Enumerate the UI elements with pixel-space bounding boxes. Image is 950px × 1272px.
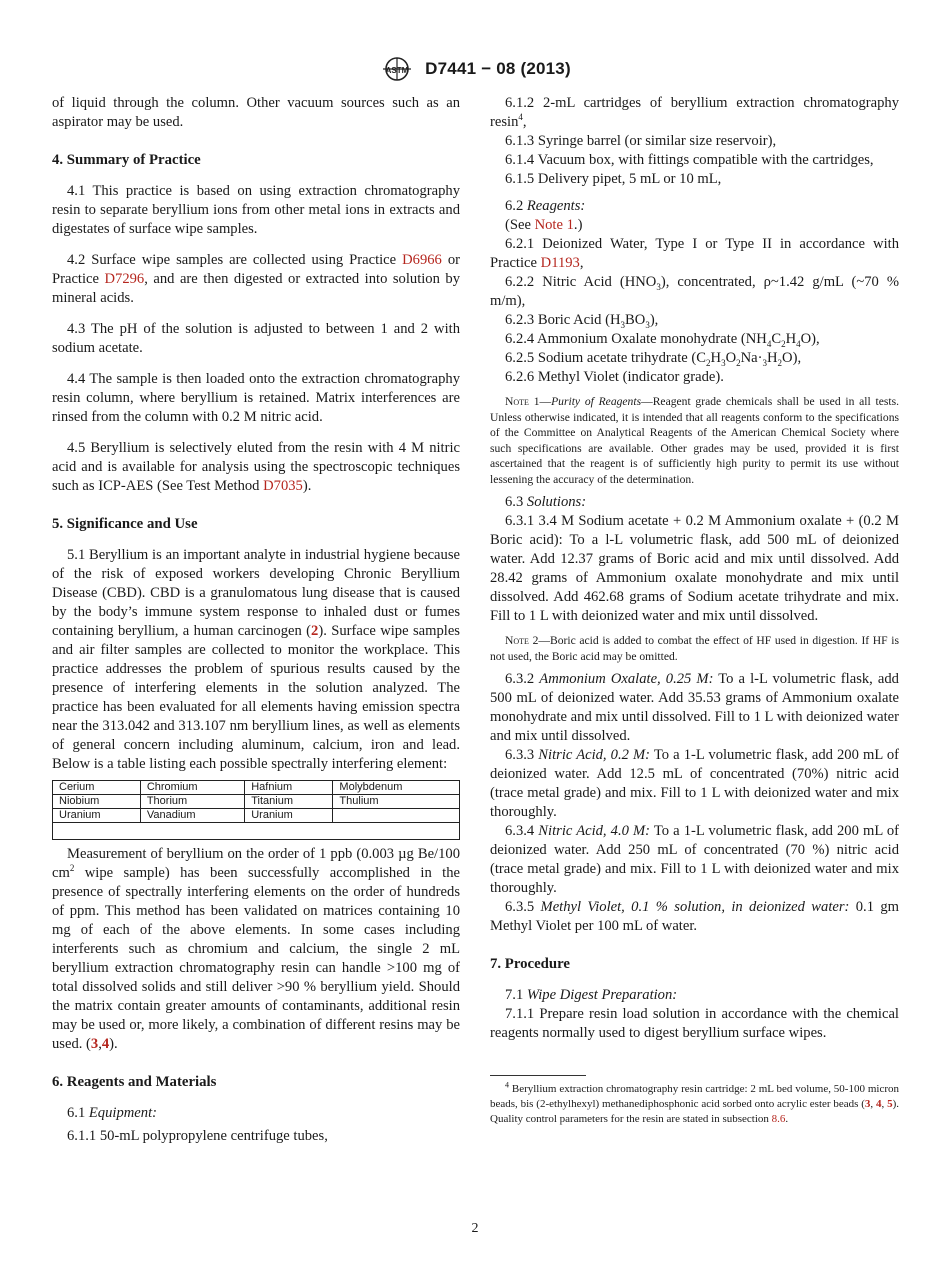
link-d1193[interactable]: D1193 <box>540 255 580 271</box>
paragraph-6-1: 6.1 Equipment: <box>67 1105 157 1121</box>
page-header <box>0 56 950 84</box>
paragraph-5-measurement: Measurement of beryllium on the order of 1 ppb (0.003 µg Be/100 $cm^2$ wipe sample) has been successfully accomplished in the presence of spectrally interfering elements on the order of hundreds of ppm. This method has been validated on matrices containing 10 mg of each of the above elements. In some cases including interferents such as chromium and calcium, the single 2 mL beryllium extraction chromatography resin can handle >100 mg of total dissolved solids and still deliver >90 % beryllium yield. Should the matrix contain greater amounts of contaminants, additional resin may be used or, more likely, a combination of different resins may be used. (3,4). <box>52 846 460 1052</box>
paragraph-6-3-4: 6.3.4 Nitric Acid, 4.0 M: To a 1-L volumetric flask, add 200 mL of deionized water. Add 250 mL of concentrated (70 %) nitric acid (trace metal grade) and mix. Fill to 1 L with deionized water and mix thoroughly. <box>490 823 899 896</box>
section-5-heading: 5. Significance and Use <box>52 516 198 532</box>
paragraph-6-1-3: 6.1.3 Syringe barrel (or similar size reservoir), <box>505 133 777 149</box>
paragraph-4-5: 4.5 Beryllium is selectively eluted from the resin with 4 M nitric acid and is available for analysis using the spectroscopic techniques such as ICP-AES (See Test Method D7035). <box>52 440 460 494</box>
reference-link-4[interactable]: 4 <box>876 1098 882 1110</box>
right-column <box>490 94 899 1127</box>
paragraph-6-1-4: 6.1.4 Vacuum box, with fittings compatible with the cartridges, <box>505 152 874 168</box>
reference-link-4[interactable]: 4 <box>101 1036 110 1052</box>
note-2: Note 2—Boric acid is added to combat the effect of HF used in digestion. If HF is not used, the Boric acid may be omitted. <box>490 634 899 663</box>
paragraph-6-3-3: 6.3.3 Nitric Acid, 0.2 M: To a 1-L volumetric flask, add 200 mL of deionized water. Add 12.5 mL of concentrated (70%) nitric acid (trace metal grade) and mix. Fill to 1 L with deionized water and mix thoroughly. <box>490 747 899 820</box>
paragraph-6-2-2: 6.2.2 Nitric Acid $(HNO_3)$, concentrated, ρ~1.42 g/mL (~70 % m/m), <box>490 274 899 309</box>
table-cell: Vanadium <box>140 809 244 823</box>
table-cell: Molybdenum <box>333 781 460 795</box>
reference-link-3[interactable]: 3 <box>864 1098 871 1110</box>
reference-link-2[interactable]: 2 <box>311 623 319 639</box>
paragraph-4-2: 4.2 Surface wipe samples are collected using Practice D6966 or Practice D7296, and are then digested or extracted into solution by mineral acids. <box>52 252 460 306</box>
link-d7296[interactable]: D7296 <box>104 271 145 287</box>
paragraph-6-2-6: 6.2.6 Methyl Violet (indicator grade). <box>505 369 724 385</box>
table-cell: Thorium <box>140 795 244 809</box>
page-number: 2 <box>471 1221 479 1236</box>
paragraph-6-2-1: 6.2.1 Deionized Water, Type I or Type II in accordance with Practice D1193, <box>490 236 899 271</box>
paragraph-4-4: 4.4 The sample is then loaded onto the extraction chromatography resin column, where beryllium is retained. Matrix interferences are rinsed from the column with 0.2 M nitric acid. <box>52 371 460 425</box>
section-7-heading: 7. Procedure <box>490 956 570 972</box>
link-d6966[interactable]: D6966 <box>402 252 442 268</box>
paragraph-continued: of liquid through the column. Other vacuum sources such as an aspirator may be used. <box>52 95 460 130</box>
link-d7035[interactable]: D7035 <box>263 478 303 494</box>
reference-link-3[interactable]: 3 <box>90 1036 99 1052</box>
see-note-reference: (See Note 1.) <box>505 217 583 233</box>
table-cell: Titanium <box>245 795 333 809</box>
table-row-empty <box>53 823 460 840</box>
paragraph-6-2-3: 6.2.3 Boric Acid $(H_3BO_3)$, <box>505 312 659 330</box>
paragraph-7-1-1: 7.1.1 Prepare resin load solution in accordance with the chemical reagents normally used to digest beryllium surface wipes. <box>490 1006 899 1041</box>
table-cell: Hafnium <box>245 781 333 795</box>
paragraph-6-2: 6.2 Reagents: <box>505 198 586 214</box>
paragraph-5-1: 5.1 Beryllium is an important analyte in industrial hygiene because of the risk of exposed workers developing Chronic Beryllium Disease (CBD). CBD is a granulomatous lung disease that is caused by the body’s immune system response to inhaled dust or fumes containing beryllium, a human carcinogen (2). Surface wipe samples and air filter samples are collected to monitor the workplace. This practice addresses the problem of spurious results caused by the presence of interfering elements in the solution analyzed. The practice has been evaluated for all elements having emission spectra near the 313.042 and 313.107 nm beryllium lines, as well as elements of general concern including aluminum, calcium, iron and lead. Below is a table listing each possible spectrally interfering element: <box>52 547 460 772</box>
link-note-1[interactable]: Note 1 <box>534 217 574 233</box>
paragraph-7-1: 7.1 Wipe Digest Preparation: <box>505 987 678 1003</box>
note-1: Note 1—Purity of Reagents—Reagent grade chemicals shall be used in all tests. Unless otherwise indicated, it is intended that all reagents conform to the specifications of the Committee on Analytical Reagents of the American Chemical Society where such specifications are available. Other grades may be used, provided it is first ascertained that the reagent is of sufficiently high purity to permit its use without lessening the accuracy of the determination. <box>490 395 899 486</box>
paragraph-4-3: 4.3 The pH of the solution is adjusted to between 1 and 2 with sodium acetate. <box>52 321 460 356</box>
table-row <box>53 795 460 809</box>
reference-link-5[interactable]: 5 <box>887 1098 893 1110</box>
paragraph-6-1-2: 6.1.2 2-mL cartridges of beryllium extraction chromatography resin$^4$, <box>490 95 899 130</box>
table-row <box>53 781 460 795</box>
footnote-4: $^4$ Beryllium extraction chromatography resin cartridge: 2 mL bed volume, 50-100 micron beads, bis (2-ethylhexyl) methanediphosphonic acid sorbed onto acrylic ester beads (3, 4, 5). Quality control parameters for the resin are stated in subsection 8.6. <box>490 1080 899 1125</box>
table-cell: Thulium <box>333 795 460 809</box>
paragraph-6-1-1: 6.1.1 50-mL polypropylene centrifuge tubes, <box>67 1128 328 1144</box>
section-6-heading: 6. Reagents and Materials <box>52 1074 217 1090</box>
link-subsection-8-6[interactable]: 8.6 <box>771 1113 786 1125</box>
astm-logo-icon <box>379 56 415 82</box>
document-designation: D7441 − 08 (2013) <box>425 59 571 78</box>
table-row <box>53 809 460 823</box>
paragraph-6-3-5: 6.3.5 Methyl Violet, 0.1 % solution, in deionized water: 0.1 gm Methyl Violet per 100 mL of water. <box>490 899 899 934</box>
table-cell: Niobium <box>53 795 141 809</box>
paragraph-6-3-2: 6.3.2 Ammonium Oxalate, 0.25 M: To a l-L volumetric flask, add 500 mL of deionized water. Add 35.53 grams of Ammonium oxalate monohydrate and mix until dissolved. Fill to 1 L with deionized water and mix until dissolved. <box>490 671 899 744</box>
paragraph-6-3: 6.3 Solutions: <box>505 494 587 510</box>
table-cell <box>333 809 460 823</box>
footnote-divider <box>490 1075 586 1076</box>
table-cell: Cerium <box>53 781 141 795</box>
paragraph-6-3-1: 6.3.1 3.4 M Sodium acetate + 0.2 M Ammonium oxalate + (0.2 M Boric acid): To a l-L volumetric flask, add 500 mL of deionized water. Add 12.37 grams of Boric acid and mix until dissolved. Add 28.42 grams of Ammonium oxalate monohydrate and mix until dissolved. Add 462.68 grams of Sodium acetate trihydrate and mix. Fill to 1 L with deionized water and mix until dissolved. <box>490 513 899 624</box>
paragraph-6-2-4: 6.2.4 Ammonium Oxalate monohydrate $(NH_4C_2H_4O)$, <box>505 331 820 349</box>
table-cell: Chromium <box>140 781 244 795</box>
table-cell: Uranium <box>245 809 333 823</box>
paragraph-4-1: 4.1 This practice is based on using extraction chromatography resin to separate beryllium ions from other metal ions in extracts and digestates of surface wipe samples. <box>52 183 460 237</box>
section-4-heading: 4. Summary of Practice <box>52 152 201 168</box>
table-cell-empty <box>53 823 460 840</box>
interfering-elements-table <box>52 780 460 840</box>
table-cell: Uranium <box>53 809 141 823</box>
svg-text:ASTM: ASTM <box>385 66 409 75</box>
left-column <box>52 94 460 1146</box>
paragraph-6-1-5: 6.1.5 Delivery pipet, 5 mL or 10 mL, <box>505 171 722 187</box>
paragraph-6-2-5: 6.2.5 Sodium acetate trihydrate $(C_2H_3O_2Na\cdot_3H_2O)$, <box>505 350 802 368</box>
